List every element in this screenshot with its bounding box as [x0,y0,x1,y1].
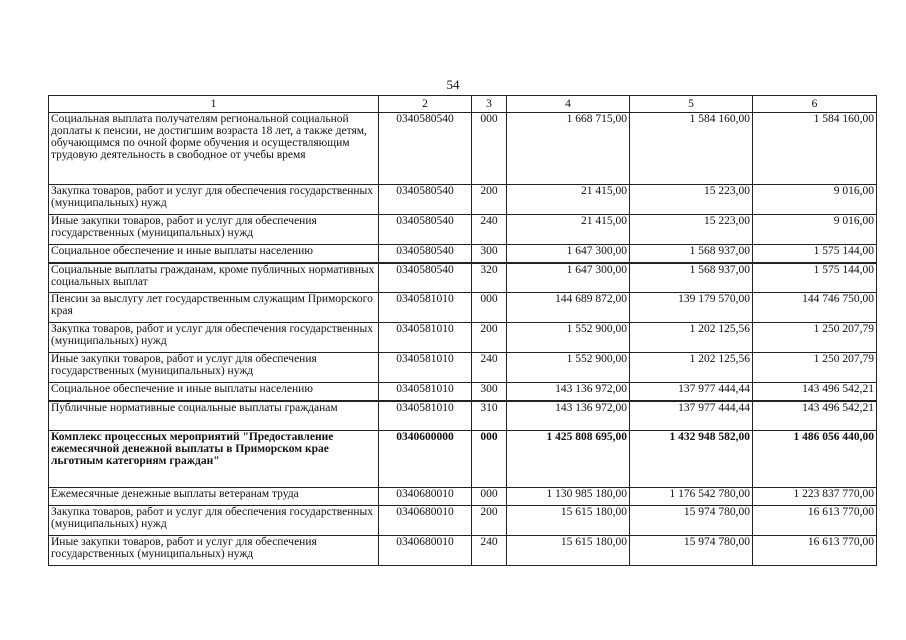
row-code-cell: 0340580540 [379,215,472,245]
row-value-col4: 21 415,00 [507,185,630,215]
row-value-col5: 1 202 125,56 [630,323,753,353]
row-value-col5: 15 223,00 [630,185,753,215]
row-type-cell: 300 [472,383,507,401]
header-col-3: 3 [472,96,507,113]
row-code-cell: 0340581010 [379,383,472,401]
row-type-cell: 240 [472,353,507,383]
row-value-col4: 1 130 985 180,00 [507,488,630,506]
table-row [49,536,877,566]
row-value-col5: 15 974 780,00 [630,536,753,566]
row-type-cell: 200 [472,185,507,215]
table-row [49,113,877,185]
row-name-cell: Социальная выплата получателям региональной социальной доплаты к пенсии, не достигшим возраста 18 лет, а также детям, обучающимся по очной форме обучения и осуществляющим трудовую деятельность в свободное от учебы время [49,113,379,185]
budget-table [48,95,877,566]
row-name-cell: Закупка товаров, работ и услуг для обеспечения государственных (муниципальных) нужд [49,323,379,353]
header-col-4: 4 [507,96,630,113]
row-type-cell: 310 [472,401,507,431]
table-row [49,353,877,383]
row-code-cell: 0340680010 [379,488,472,506]
row-name-cell: Ежемесячные денежные выплаты ветеранам труда [49,488,379,506]
row-value-col5: 1 584 160,00 [630,113,753,185]
row-code-cell: 0340581010 [379,353,472,383]
row-type-cell: 240 [472,536,507,566]
row-name-cell: Комплекс процессных мероприятий "Предоставление ежемесячной денежной выплаты в Приморском крае льготным категориям граждан" [49,431,379,488]
row-value-col5: 137 977 444,44 [630,401,753,431]
row-type-cell: 000 [472,431,507,488]
row-name-cell: Иные закупки товаров, работ и услуг для обеспечения государственных (муниципальных) нужд [49,353,379,383]
row-type-cell: 000 [472,293,507,323]
row-code-cell: 0340680010 [379,536,472,566]
row-name-cell: Социальное обеспечение и иные выплаты населению [49,383,379,401]
header-col-6: 6 [753,96,877,113]
row-type-cell: 000 [472,488,507,506]
row-value-col6: 143 496 542,21 [753,383,877,401]
table-row [49,431,877,488]
row-value-col4: 21 415,00 [507,215,630,245]
row-value-col5: 139 179 570,00 [630,293,753,323]
row-value-col5: 137 977 444,44 [630,383,753,401]
row-value-col4: 1 552 900,00 [507,323,630,353]
row-value-col5: 1 568 937,00 [630,263,753,293]
row-value-col5: 1 202 125,56 [630,353,753,383]
row-value-col6: 143 496 542,21 [753,401,877,431]
table-row [49,383,877,401]
row-type-cell: 320 [472,263,507,293]
row-value-col5: 15 974 780,00 [630,506,753,536]
row-code-cell: 0340580540 [379,185,472,215]
header-col-5: 5 [630,96,753,113]
row-name-cell: Иные закупки товаров, работ и услуг для обеспечения государственных (муниципальных) нужд [49,215,379,245]
table-row [49,506,877,536]
row-name-cell: Пенсии за выслугу лет государственным служащим Приморского края [49,293,379,323]
table-row [49,323,877,353]
row-value-col6: 1 584 160,00 [753,113,877,185]
row-type-cell: 240 [472,215,507,245]
row-name-cell: Иные закупки товаров, работ и услуг для обеспечения государственных (муниципальных) нужд [49,536,379,566]
row-value-col4: 1 647 300,00 [507,263,630,293]
row-value-col4: 1 647 300,00 [507,245,630,263]
row-code-cell: 0340581010 [379,401,472,431]
table-row [49,293,877,323]
row-value-col4: 1 668 715,00 [507,113,630,185]
row-type-cell: 000 [472,113,507,185]
row-value-col4: 1 425 808 695,00 [507,431,630,488]
row-value-col6: 1 223 837 770,00 [753,488,877,506]
row-value-col4: 143 136 972,00 [507,383,630,401]
row-code-cell: 0340680010 [379,506,472,536]
row-type-cell: 300 [472,245,507,263]
row-value-col6: 1 575 144,00 [753,263,877,293]
table-row [49,401,877,431]
row-type-cell: 200 [472,506,507,536]
row-code-cell: 0340580540 [379,245,472,263]
row-value-col6: 1 250 207,79 [753,323,877,353]
row-value-col4: 143 136 972,00 [507,401,630,431]
row-value-col6: 9 016,00 [753,185,877,215]
row-code-cell: 0340581010 [379,293,472,323]
table-header-row [49,96,877,113]
row-value-col6: 9 016,00 [753,215,877,245]
row-value-col4: 1 552 900,00 [507,353,630,383]
row-type-cell: 200 [472,323,507,353]
table-row [49,215,877,245]
row-name-cell: Социальные выплаты гражданам, кроме публичных нормативных социальных выплат [49,263,379,293]
row-name-cell: Социальное обеспечение и иные выплаты населению [49,245,379,263]
row-value-col6: 144 746 750,00 [753,293,877,323]
row-code-cell: 0340580540 [379,263,472,293]
row-name-cell: Закупка товаров, работ и услуг для обеспечения государственных (муниципальных) нужд [49,506,379,536]
row-value-col4: 15 615 180,00 [507,506,630,536]
row-code-cell: 0340580540 [379,113,472,185]
table-row [49,488,877,506]
row-value-col4: 15 615 180,00 [507,536,630,566]
header-col-2: 2 [379,96,472,113]
row-value-col6: 16 613 770,00 [753,506,877,536]
row-value-col6: 1 486 056 440,00 [753,431,877,488]
table-row [49,245,877,263]
page-number: 54 [446,77,460,92]
row-value-col6: 16 613 770,00 [753,536,877,566]
row-code-cell: 0340581010 [379,323,472,353]
row-code-cell: 0340600000 [379,431,472,488]
row-value-col5: 1 176 542 780,00 [630,488,753,506]
row-name-cell: Закупка товаров, работ и услуг для обеспечения государственных (муниципальных) нужд [49,185,379,215]
row-value-col6: 1 250 207,79 [753,353,877,383]
row-name-cell: Публичные нормативные социальные выплаты гражданам [49,401,379,431]
row-value-col4: 144 689 872,00 [507,293,630,323]
table-row [49,263,877,293]
row-value-col5: 1 568 937,00 [630,245,753,263]
row-value-col5: 1 432 948 582,00 [630,431,753,488]
row-value-col5: 15 223,00 [630,215,753,245]
row-value-col6: 1 575 144,00 [753,245,877,263]
table-row [49,185,877,215]
header-col-1: 1 [49,96,379,113]
